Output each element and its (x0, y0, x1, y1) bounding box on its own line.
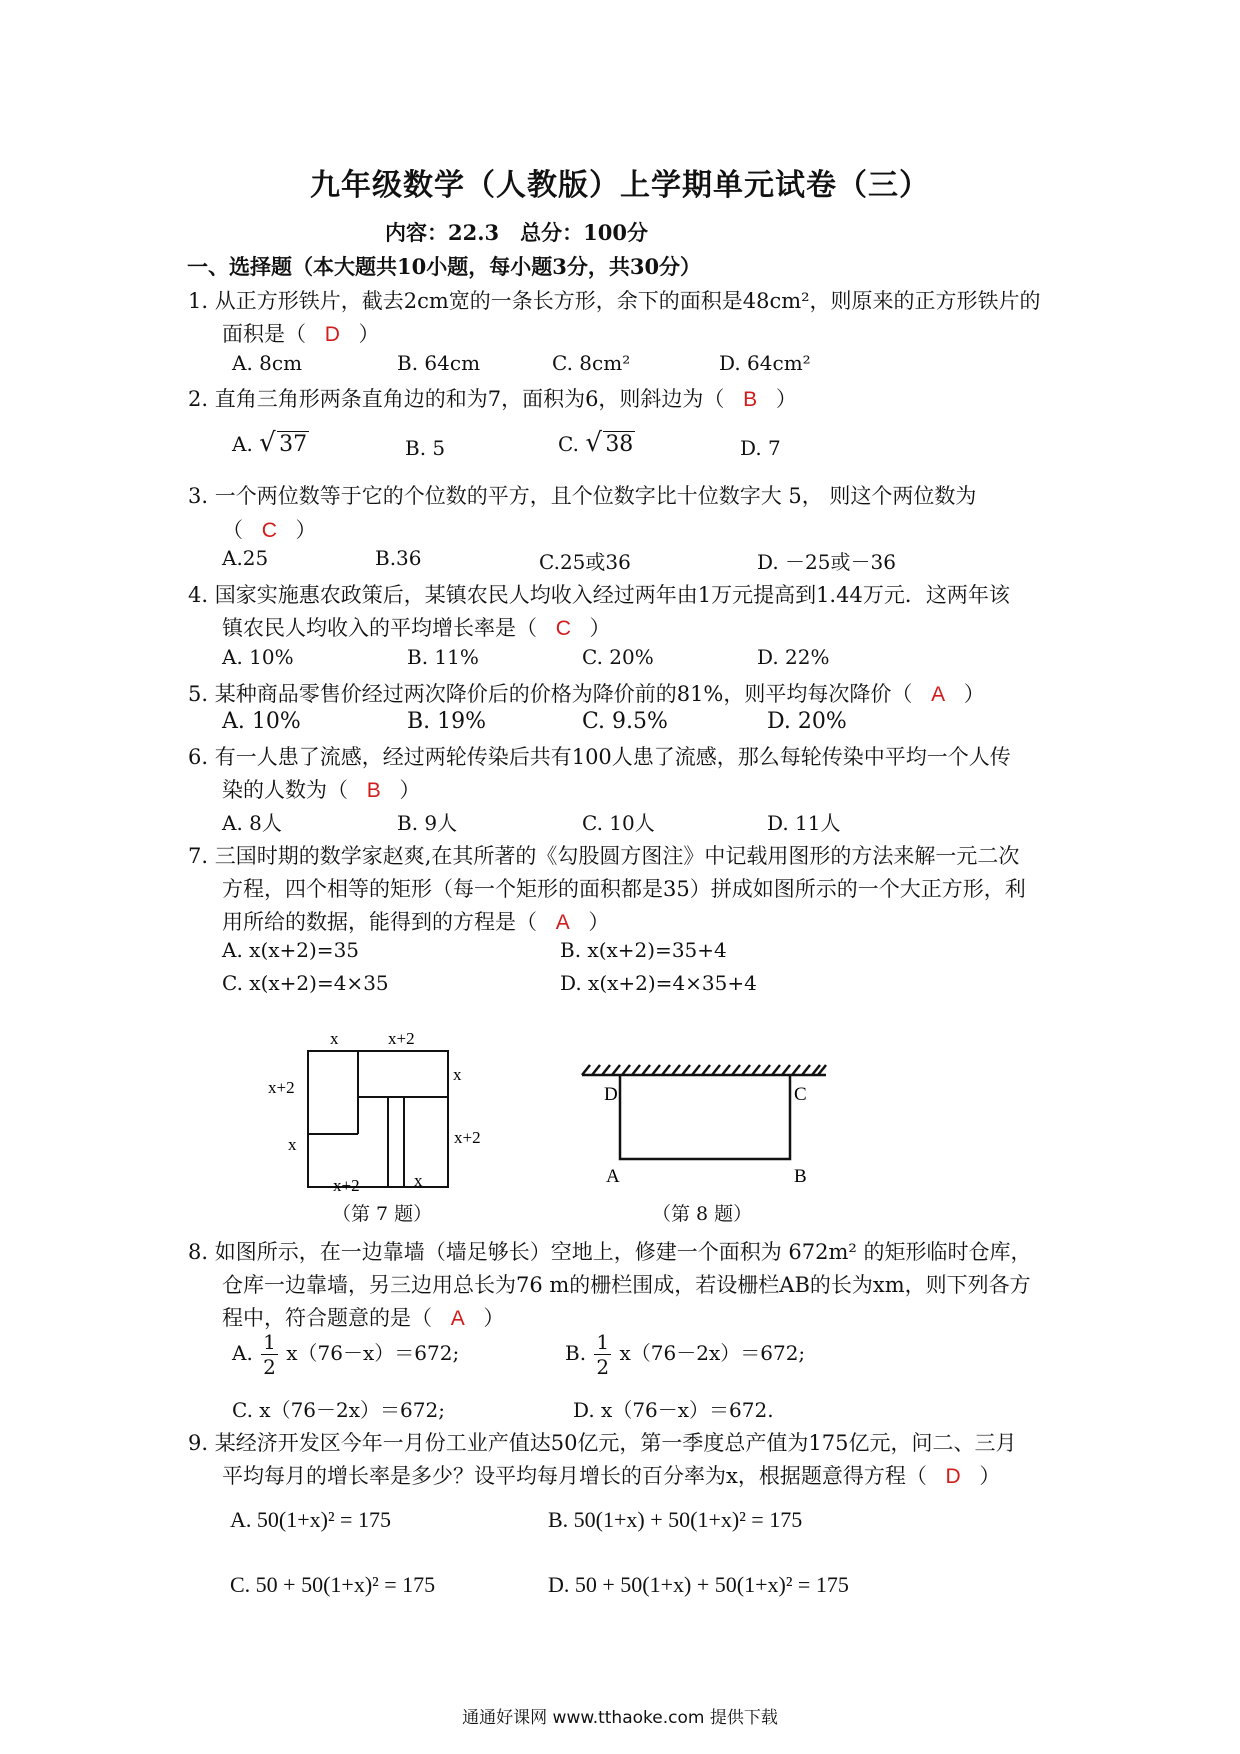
q8-option-d: D. x（76－x）＝672. (573, 1398, 774, 1422)
q4-stem-line1: 4. 国家实施惠农政策后，某镇农民人均收入经过两年由1万元提高到1.44万元．这两年该 (188, 583, 1010, 607)
q7-stem-line1: 7. 三国时期的数学家赵爽,在其所著的《勾股圆方图注》中记载用图形的方法来解一元二次 (188, 844, 1020, 868)
q8-answer: A (450, 1307, 465, 1330)
fig7-label: x+2 (454, 1128, 481, 1147)
q2-stem: 2. 直角三角形两条直角边的和为7，面积为6，则斜边为（ B ） (188, 387, 797, 411)
q1-option-c: C. 8cm² (552, 351, 631, 375)
fig7-label: x (330, 1029, 339, 1048)
q7-option-a: A. x(x+2)=35 (222, 938, 360, 962)
q1-option-a: A. 8cm (232, 351, 303, 375)
q1-option-b: B. 64cm (397, 351, 481, 375)
fig7-label: x+2 (268, 1078, 295, 1097)
fig7-label: x+2 (333, 1176, 360, 1195)
fig7-outer-square (308, 1051, 448, 1187)
wall-hatch (582, 1065, 826, 1075)
fig8-label-a: A (606, 1166, 620, 1185)
q9-stem-line2: 平均每月的增长率是多少？设平均每月增长的百分率为x，根据题意得方程（ D ） (222, 1464, 1001, 1488)
q7-stem-line3: 用所给的数据，能得到的方程是（ A ） (222, 910, 610, 934)
q5-option-c: C. 9.5% (582, 709, 668, 734)
q1-option-d: D. 64cm² (719, 351, 811, 375)
q1-stem-line2: 面积是（ D ） (222, 322, 380, 346)
q5-stem: 5. 某种商品零售价经过两次降价后的价格为降价前的81%，则平均每次降价（ A ） (188, 682, 985, 706)
q8-option-b: B. $\frac{1}{2}$ x（76－2x）＝672; (565, 1330, 806, 1379)
q1-answer: D (324, 323, 340, 346)
figure-7-diagram (258, 1025, 498, 1195)
q6-option-b: B. 9人 (397, 811, 458, 835)
q4-stem-line2: 镇农民人均收入的平均增长率是（ C ） (222, 616, 611, 640)
q3-option-b: B.36 (375, 546, 422, 570)
page-title: 九年级数学（人教版）上学期单元试卷（三） (310, 168, 930, 203)
q6-stem-line1: 6. 有一人患了流感，经过两轮传染后共有100人患了流感，那么每轮传染中平均一个人传 (188, 745, 1011, 769)
q2-option-d: D. 7 (740, 436, 781, 460)
q6-option-c: C. 10人 (582, 811, 655, 835)
fence-rectangle (620, 1075, 790, 1159)
q6-option-d: D. 11人 (767, 811, 841, 835)
q4-option-c: C. 20% (582, 645, 654, 669)
q8-stem-line1: 8. 如图所示，在一边靠墙（墙足够长）空地上，修建一个面积为 672m² 的矩形临时仓库， (188, 1240, 1032, 1264)
sqrt-38: √ 38 (585, 428, 634, 458)
q9-option-b: B. 50(1+x) + 50(1+x)² = 175 (548, 1507, 803, 1532)
q9-option-c: C. 50 + 50(1+x)² = 175 (230, 1572, 436, 1597)
q1-stem-line1: 1. 从正方形铁片，截去2cm宽的一条长方形，余下的面积是48cm²，则原来的正方形铁片的 (188, 289, 1041, 313)
q4-answer: C (555, 617, 571, 640)
q7-option-d: D. x(x+2)=4×35+4 (560, 971, 757, 995)
q8-stem-line3: 程中，符合题意的是（ A ） (222, 1306, 505, 1330)
q4-option-a: A. 10% (222, 645, 294, 669)
q7-stem-line2: 方程，四个相等的矩形（每一个矩形的面积都是35）拼成如图所示的一个大正方形，利 (222, 877, 1026, 901)
page-subtitle: 内容：22.3 总分：100分 (385, 220, 648, 245)
sqrt-37: √ 37 (259, 428, 308, 458)
q2-answer: B (743, 388, 758, 411)
fig7-label: x (414, 1171, 423, 1190)
q9-answer: D (945, 1465, 961, 1488)
fig7-label: x (288, 1135, 297, 1154)
q4-option-b: B. 11% (407, 645, 479, 669)
q9-option-a: A. 50(1+x)² = 175 (230, 1507, 391, 1532)
fig7-label: x+2 (388, 1029, 415, 1048)
q2-option-b: B. 5 (405, 436, 446, 460)
q3-stem-line2: （ C ） (222, 518, 317, 542)
q9-stem-line1: 9. 某经济开发区今年一月份工业产值达50亿元，第一季度总产值为175亿元，问二、三月 (188, 1431, 1017, 1455)
q6-option-a: A. 8人 (222, 811, 282, 835)
fraction-one-half: $\frac{1}{2}$ (596, 1330, 610, 1379)
q8-option-a: A. $\frac{1}{2}$ x（76－x）＝672; (232, 1330, 460, 1379)
fraction-one-half: $\frac{1}{2}$ (263, 1330, 276, 1379)
q7-option-b: B. x(x+2)=35+4 (560, 938, 727, 962)
figure-8-diagram (578, 1055, 838, 1185)
q3-option-a: A.25 (222, 546, 269, 570)
q5-option-d: D. 20% (767, 709, 847, 734)
figure-8-caption: （第 8 题） (652, 1203, 753, 1225)
q2-option-c: C. √ 38 (558, 428, 634, 458)
q5-option-a: A. 10% (222, 709, 301, 734)
q2-option-a: A. √ 37 (232, 428, 308, 458)
fig7-label: x (453, 1065, 462, 1084)
page-footer: 通通好课网 www.tthaoke.com 提供下载 (462, 1708, 778, 1728)
fig8-label-c: C (794, 1084, 807, 1105)
figure-7-caption: （第 7 题） (332, 1203, 433, 1225)
section-heading: 一、选择题（本大题共10小题，每小题3分，共30分） (187, 254, 702, 279)
fig8-label-d: D (604, 1084, 618, 1105)
q8-stem-line2: 仓库一边靠墙，另三边用总长为76 m的栅栏围成，若设栅栏AB的长为xm，则下列各方 (222, 1273, 1031, 1297)
q5-answer: A (931, 683, 946, 706)
q6-stem-line2: 染的人数为（ B ） (222, 778, 421, 802)
q3-option-d: D. －25或－36 (757, 550, 896, 574)
q3-option-c: C.25或36 (539, 550, 631, 574)
fig8-label-b: B (794, 1166, 807, 1185)
q6-answer: B (366, 779, 381, 802)
q8-option-c: C. x（76－2x）＝672; (232, 1398, 445, 1422)
q7-answer: A (555, 911, 570, 934)
q5-option-b: B. 19% (407, 709, 487, 734)
q3-stem-line1: 3. 一个两位数等于它的个位数的平方，且个位数字比十位数字大 5， 则这个两位数为 (188, 484, 977, 508)
q9-option-d: D. 50 + 50(1+x) + 50(1+x)² = 175 (548, 1572, 849, 1597)
q4-option-d: D. 22% (757, 645, 830, 669)
q7-option-c: C. x(x+2)=4×35 (222, 971, 389, 995)
q3-answer: C (261, 519, 277, 542)
